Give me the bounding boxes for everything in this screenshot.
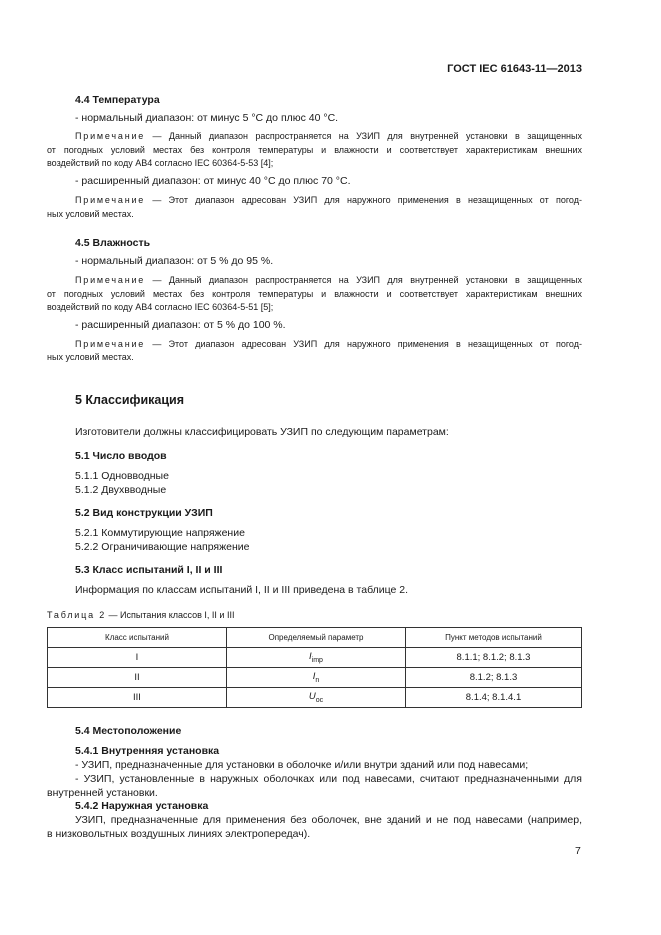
humidity-note1-line2: от погодных условий местах без контроля температуры и влажности и соответствует характеристикам внешних xyxy=(47,289,582,299)
param-subscript: oc xyxy=(315,696,324,704)
note-label: Примечание xyxy=(75,339,146,349)
note-label: Примечание xyxy=(75,275,146,285)
note-label: Примечание xyxy=(75,131,146,141)
note-text: — Данный диапазон распространяется на УЗИП для внутренней установки в защищенных xyxy=(152,275,582,285)
table-row xyxy=(48,688,582,708)
test-classes-table xyxy=(47,627,582,708)
table-caption-text: — Испытания классов I, II и III xyxy=(108,610,235,620)
table-cell-points: 8.1.1; 8.1.2; 8.1.3 xyxy=(406,648,582,668)
section-5-intro: Изготовители должны классифицировать УЗИП по следующим параметрам: xyxy=(75,426,449,438)
section-5-4-1-title: 5.4.1 Внутренняя установка xyxy=(75,745,220,757)
table-caption-label: Таблица 2 xyxy=(47,610,106,620)
note-label: Примечание xyxy=(75,195,146,205)
table-cell-points: 8.1.2; 8.1.3 xyxy=(406,668,582,688)
section-5-2-title: 5.2 Вид конструкции УЗИП xyxy=(75,507,213,519)
table-row xyxy=(48,648,582,668)
note-text: — Этот диапазон адресован УЗИП для наружного применения в незащищенных от погод- xyxy=(152,339,582,349)
param-symbol: U xyxy=(308,691,316,703)
item-5-1-1: 5.1.1 Одновводные xyxy=(75,470,169,482)
table-cell-class: I xyxy=(48,648,227,668)
section-5-4-2-title: 5.4.2 Наружная установка xyxy=(75,800,209,812)
param-subscript: n xyxy=(315,676,320,684)
section-5-3-text: Информация по классам испытаний I, II и III приведена в таблице 2. xyxy=(75,584,409,596)
page-number: 7 xyxy=(575,845,581,857)
temp-note1-line2: от погодных условий местах без контроля температуры и влажности и соответствует характеристикам внешних xyxy=(47,145,582,155)
section-5-4-title: 5.4 Местоположение xyxy=(75,725,182,737)
temp-note1-line3: воздействий по коду АВ4 согласно IEC 60364-5-53 [4]; xyxy=(47,158,274,168)
table-cell-param xyxy=(227,648,406,668)
table-cell-class: II xyxy=(48,668,227,688)
temp-note2-line2: ных условий местах. xyxy=(47,209,134,219)
section-5-title: 5 Классификация xyxy=(75,393,185,407)
table-row xyxy=(48,668,582,688)
indoor-line3: внутренней установки. xyxy=(47,787,158,799)
standard-header: ГОСТ IEC 61643-11—2013 xyxy=(447,63,582,75)
outdoor-line2: в низковольтных воздушных линиях электропередач). xyxy=(47,828,311,840)
item-5-2-2: 5.2.2 Ограничивающие напряжение xyxy=(75,541,250,553)
item-5-1-2: 5.1.2 Двухвводные xyxy=(75,484,167,496)
humidity-note2-line2: ных условий местах. xyxy=(47,352,134,362)
note-text: — Этот диапазон адресован УЗИП для наружного применения в незащищенных от погод- xyxy=(152,195,582,205)
humidity-extended-range: - расширенный диапазон: от 5 % до 100 %. xyxy=(75,319,286,331)
indoor-line2: - УЗИП, установленные в наружных оболочках или под навесами, считают предназначенными для xyxy=(75,773,582,785)
table-cell-class: III xyxy=(48,688,227,708)
outdoor-line1: УЗИП, предназначенные для применения без оболочек, вне зданий и не под навесами (например, xyxy=(75,814,582,826)
param-subscript: imp xyxy=(311,656,323,664)
note-text: — Данный диапазон распространяется на УЗИП для внутренней установки в защищенных xyxy=(152,131,582,141)
humidity-normal-range: - нормальный диапазон: от 5 % до 95 %. xyxy=(75,255,274,267)
section-4-4-title: 4.4 Температура xyxy=(75,94,160,106)
temp-normal-range: - нормальный диапазон: от минус 5 °C до плюс 40 °C. xyxy=(75,112,339,124)
table-header-cell: Класс испытаний xyxy=(48,628,227,648)
item-5-2-1: 5.2.1 Коммутирующие напряжение xyxy=(75,527,245,539)
section-4-5-title: 4.5 Влажность xyxy=(75,237,151,249)
table-caption xyxy=(47,609,234,623)
temp-note2-line1 xyxy=(75,194,582,208)
table-cell-param xyxy=(227,688,406,708)
table-cell-param xyxy=(227,668,406,688)
humidity-note2-line1 xyxy=(75,338,582,352)
table-header-row xyxy=(48,628,582,648)
humidity-note1-line3: воздействий по коду АВ4 согласно IEC 60364-5-51 [5]; xyxy=(47,302,274,312)
table-cell-points: 8.1.4; 8.1.4.1 xyxy=(406,688,582,708)
temp-extended-range: - расширенный диапазон: от минус 40 °C до плюс 70 °C. xyxy=(75,175,351,187)
table-header-cell: Пункт методов испытаний xyxy=(406,628,582,648)
temp-note1-line1 xyxy=(75,130,582,144)
param-symbol: I xyxy=(309,651,312,663)
humidity-note1-line1 xyxy=(75,274,582,288)
table-header-cell: Определяемый параметр xyxy=(227,628,406,648)
indoor-line1: - УЗИП, предназначенные для установки в оболочке и/или внутри зданий или под навесами; xyxy=(75,759,529,771)
param-symbol: I xyxy=(312,671,316,683)
section-5-3-title: 5.3 Класс испытаний I, II и III xyxy=(75,564,223,576)
section-5-1-title: 5.1 Число вводов xyxy=(75,450,167,462)
